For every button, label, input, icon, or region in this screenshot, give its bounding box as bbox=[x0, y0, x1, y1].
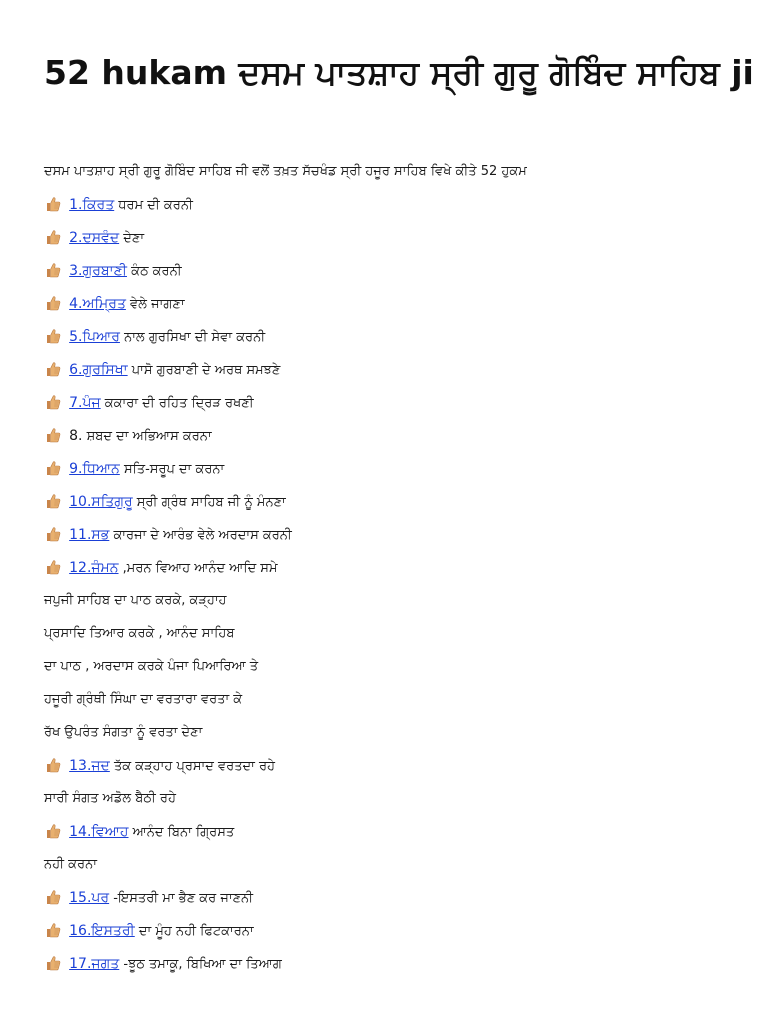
hukam-link[interactable]: 3.ਗੁਰਬਾਣੀ bbox=[69, 263, 127, 279]
list-item bbox=[44, 554, 744, 587]
hukam-text: ਜਪੁਜੀ ਸਾਹਿਬ ਦਾ ਪਾਠ ਕਰਕੇ, ਕੜ੍ਹਾਹ bbox=[44, 593, 227, 608]
list-item bbox=[44, 488, 744, 521]
hukam-text: ਵੇਲੇ ਜਾਗਣਾ bbox=[125, 297, 185, 312]
hukam-link[interactable]: 2.ਦਸਵੰਦ bbox=[69, 230, 120, 246]
thumbs-up-icon bbox=[44, 492, 62, 510]
hukam-list bbox=[44, 191, 744, 983]
hukam-text: ਦੇਣਾ bbox=[119, 231, 145, 246]
list-item bbox=[44, 290, 744, 323]
list-item bbox=[44, 719, 744, 752]
list-item bbox=[44, 356, 744, 389]
hukam-link[interactable]: 15.ਪਰ bbox=[69, 890, 110, 906]
hukam-link[interactable]: 11.ਸਭ bbox=[69, 527, 110, 543]
hukam-text: -ਇਸਤਰੀ ਮਾ ਭੈਣ ਕਰ ਜਾਣਨੀ bbox=[109, 891, 254, 906]
hukam-link[interactable]: 16.ਇਸਤਰੀ bbox=[69, 923, 135, 939]
hukam-number: 8. bbox=[69, 428, 83, 444]
thumbs-up-icon bbox=[44, 558, 62, 576]
hukam-link[interactable]: 4.ਅਮ੍ਰਿਤ bbox=[69, 296, 126, 312]
thumbs-up-icon bbox=[44, 261, 62, 279]
list-item bbox=[44, 191, 744, 224]
hukam-text: ਪਾਸੋ ਗੁਰਬਾਣੀ ਦੇ ਅਰਥ ਸਮਝਣੇ bbox=[127, 363, 281, 378]
hukam-link[interactable]: 7.ਪੰਜ bbox=[69, 395, 101, 411]
hukam-text: ਕੰਠ ਕਰਨੀ bbox=[127, 264, 182, 279]
thumbs-up-icon bbox=[44, 360, 62, 378]
list-item bbox=[44, 917, 744, 950]
hukam-text: ,ਮਰਨ ਵਿਆਹ ਆਨੰਦ ਆਦਿ ਸਮੇ bbox=[118, 561, 278, 576]
hukam-link[interactable]: 17.ਜਗਤ bbox=[69, 956, 120, 972]
hukam-text: ਸ੍ਰੀ ਗ੍ਰੰਥ ਸਾਹਿਬ ਜੀ ਨੂੰ ਮੰਨਣਾ bbox=[132, 495, 286, 510]
hukam-link[interactable]: 12.ਜੰਮਨ bbox=[69, 560, 119, 576]
list-item bbox=[44, 620, 744, 653]
hukam-text: ਧਰਮ ਦੀ ਕਰਨੀ bbox=[114, 198, 193, 213]
hukam-link[interactable]: 6.ਗੁਰਸਿਖਾ bbox=[69, 362, 128, 378]
page-title: 52 hukam ਦਸਮ ਪਾਤਸ਼ਾਹ ਸ੍ਰੀ ਗੁਰੂ ਗੋਬਿੰਦ ਸਾਹਿਬ ji bbox=[44, 53, 754, 92]
thumbs-up-icon bbox=[44, 921, 62, 939]
list-item bbox=[44, 686, 744, 719]
hukam-text: -ਝੂਠ ਤਮਾਕੂ, ਬਿਖਿਆ ਦਾ ਤਿਆਗ bbox=[119, 957, 282, 972]
hukam-text: ਸਤਿ-ਸਰੂਪ ਦਾ ਕਰਨਾ bbox=[119, 462, 225, 477]
list-item bbox=[44, 851, 744, 884]
hukam-text: ਰੱਖ ਉਪਰੰਤ ਸੰਗਤਾ ਨੂੰ ਵਰਤਾ ਦੇਣਾ bbox=[44, 725, 203, 740]
document-body bbox=[44, 158, 744, 983]
list-item bbox=[44, 422, 744, 455]
thumbs-up-icon bbox=[44, 954, 62, 972]
hukam-link[interactable]: 10.ਸਤਿਗੁਰੂ bbox=[69, 494, 133, 510]
hukam-link[interactable]: 9.ਧਿਆਨ bbox=[69, 461, 120, 477]
thumbs-up-icon bbox=[44, 459, 62, 477]
list-item bbox=[44, 785, 744, 818]
hukam-text: ਦਾ ਪਾਠ , ਅਰਦਾਸ ਕਰਕੇ ਪੰਜਾ ਪਿਆਰਿਆ ਤੇ bbox=[44, 659, 259, 674]
list-item bbox=[44, 224, 744, 257]
hukam-text: ਤੱਕ ਕੜ੍ਹਾਹ ਪ੍ਰਸਾਦ ਵਰਤਦਾ ਰਹੇ bbox=[109, 759, 276, 774]
thumbs-up-icon bbox=[44, 525, 62, 543]
hukam-text: ਕਕਾਰਾ ਦੀ ਰਹਿਤ ਦ੍ਰਿੜ ਰਖਣੀ bbox=[100, 396, 254, 411]
list-item bbox=[44, 752, 744, 785]
list-item bbox=[44, 521, 744, 554]
hukam-text: ਨਾਲ ਗੁਰਸਿਖਾ ਦੀ ਸੇਵਾ ਕਰਨੀ bbox=[119, 330, 266, 345]
thumbs-up-icon bbox=[44, 228, 62, 246]
thumbs-up-icon bbox=[44, 888, 62, 906]
thumbs-up-icon bbox=[44, 426, 62, 444]
list-item bbox=[44, 455, 744, 488]
thumbs-up-icon bbox=[44, 195, 62, 213]
thumbs-up-icon bbox=[44, 393, 62, 411]
list-item bbox=[44, 818, 744, 851]
list-item bbox=[44, 257, 744, 290]
hukam-text: ਸਾਰੀ ਸੰਗਤ ਅਡੋਲ ਬੈਠੀ ਰਹੇ bbox=[44, 791, 176, 806]
list-item bbox=[44, 950, 744, 983]
hukam-text: ਨਹੀ ਕਰਨਾ bbox=[44, 857, 97, 872]
hukam-link[interactable]: 14.ਵਿਆਹ bbox=[69, 824, 129, 840]
thumbs-up-icon bbox=[44, 294, 62, 312]
list-item bbox=[44, 389, 744, 422]
hukam-link[interactable]: 13.ਜਦ bbox=[69, 758, 110, 774]
thumbs-up-icon bbox=[44, 327, 62, 345]
hukam-text: ਸ਼ਬਦ ਦਾ ਅਭਿਆਸ ਕਰਨਾ bbox=[82, 429, 212, 444]
list-item bbox=[44, 323, 744, 356]
list-item bbox=[44, 653, 744, 686]
hukam-text: ਕਾਰਜਾ ਦੇ ਆਰੰਭ ਵੇਲੇ ਅਰਦਾਸ ਕਰਨੀ bbox=[109, 528, 292, 543]
hukam-link[interactable]: 5.ਪਿਆਰ bbox=[69, 329, 120, 345]
hukam-link[interactable]: 1.ਕਿਰਤ bbox=[69, 197, 115, 213]
list-item bbox=[44, 884, 744, 917]
hukam-text: ਪ੍ਰਸਾਦਿ ਤਿਆਰ ਕਰਕੇ , ਆਨੰਦ ਸਾਹਿਬ bbox=[44, 626, 235, 641]
list-item bbox=[44, 587, 744, 620]
hukam-text: ਹਜੂਰੀ ਗ੍ਰੰਥੀ ਸਿੰਘਾ ਦਾ ਵਰਤਾਰਾ ਵਰਤਾ ਕੇ bbox=[44, 692, 243, 707]
thumbs-up-icon bbox=[44, 756, 62, 774]
thumbs-up-icon bbox=[44, 822, 62, 840]
hukam-text: ਦਾ ਮੂੰਹ ਨਹੀ ਫਿਟਕਾਰਨਾ bbox=[134, 924, 254, 939]
hukam-text: ਆਨੰਦ ਬਿਨਾ ਗ੍ਰਿਸਤ bbox=[128, 825, 235, 840]
intro-paragraph: ਦਸਮ ਪਾਤਸ਼ਾਹ ਸ੍ਰੀ ਗੁਰੂ ਗੋਬਿੰਦ ਸਾਹਿਬ ਜੀ ਵਲੋਂ ਤਖ਼ਤ ਸੱਚਖੰਡ ਸ੍ਰੀ ਹਜੂਰ ਸਾਹਿਬ ਵਿਖੇ ਕੀਤੇ 52 ਹੁਕਮ bbox=[44, 164, 527, 179]
